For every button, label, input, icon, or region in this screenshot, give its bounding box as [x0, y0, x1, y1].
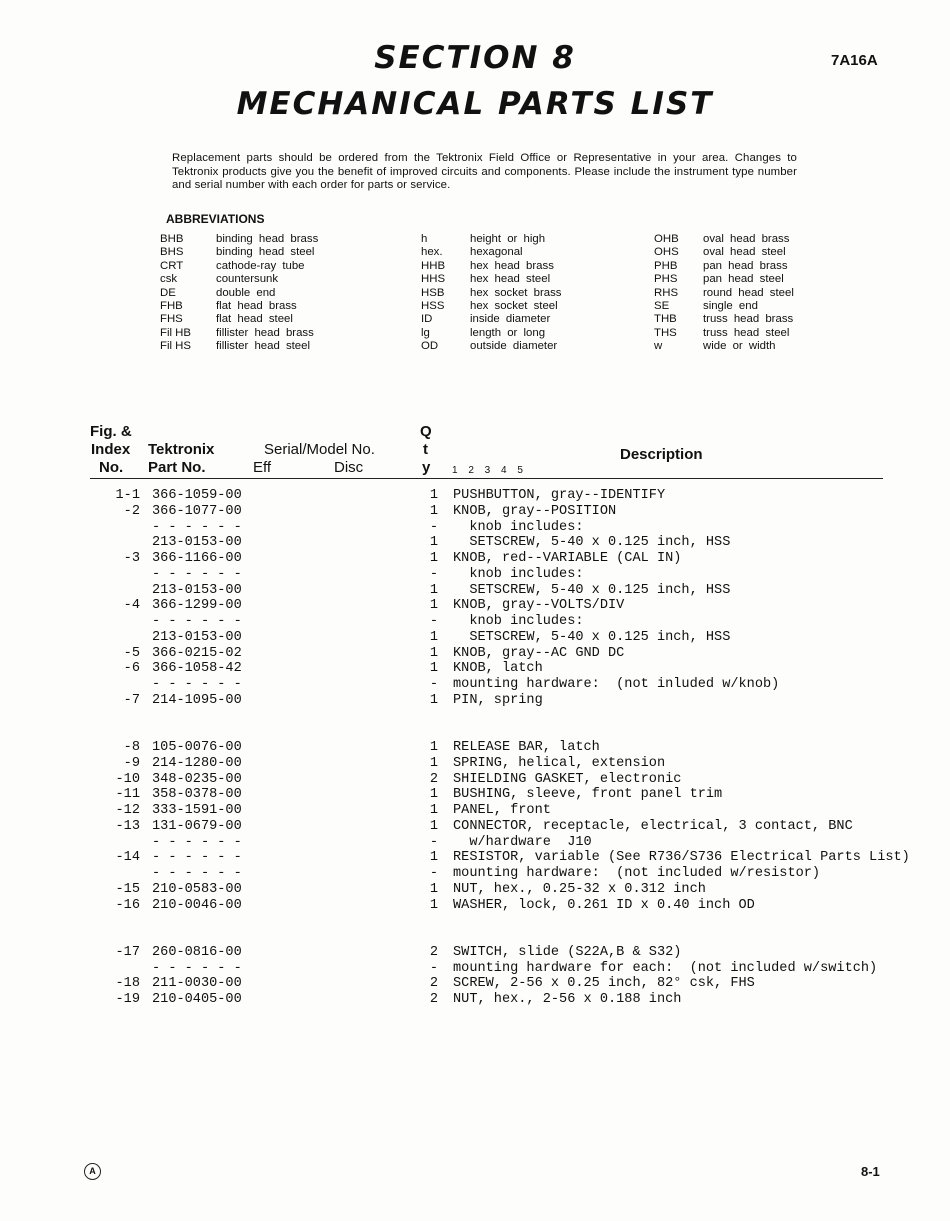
abbreviation-code: OHS	[654, 246, 679, 259]
quantity: -	[429, 960, 439, 976]
abbreviation-meaning: hexagonal	[470, 246, 523, 259]
abbreviation-code: HHB	[421, 259, 446, 272]
abbreviation-meaning: double end	[216, 286, 276, 299]
index-number: -6	[123, 661, 140, 677]
header-part-no: Part No.	[148, 459, 206, 476]
abbreviation-meaning: hex head steel	[470, 273, 551, 286]
table-row	[0, 740, 950, 756]
quantity: -	[429, 866, 439, 881]
part-number: 210-0583-00	[152, 881, 242, 897]
table-row	[0, 850, 950, 866]
index-number: -18	[115, 976, 140, 992]
part-number: 213-0153-00	[152, 582, 242, 598]
header-qty-q: Q	[420, 423, 432, 440]
description: SHIELDING GASKET, electronic	[453, 771, 682, 787]
index-number: -17	[115, 944, 140, 960]
index-number: -7	[123, 692, 140, 708]
part-number: 213-0153-00	[152, 535, 242, 551]
abbreviation-code: PHS	[654, 273, 678, 286]
abbreviation-meaning: pan head steel	[703, 273, 784, 286]
quantity: 1	[429, 803, 439, 818]
abbreviation-code: hex.	[421, 246, 443, 259]
quantity: 1	[429, 881, 439, 897]
part-number: - - - - - -	[152, 566, 242, 582]
description: RESISTOR, variable (See R736/S736 Electrical Parts List)	[453, 850, 910, 866]
part-number: 105-0076-00	[152, 740, 242, 755]
abbreviation-code: FHS	[160, 313, 183, 326]
description: NUT, hex., 0.25-32 x 0.312 inch	[453, 881, 706, 897]
description: mounting hardware: (not inluded w/knob)	[453, 677, 780, 692]
table-row	[0, 646, 950, 662]
description: mounting hardware for each: (not included w/switch)	[453, 960, 878, 976]
quantity: -	[429, 677, 439, 692]
revision-mark: A	[84, 1163, 101, 1180]
index-number: -12	[115, 803, 140, 818]
quantity: 1	[429, 582, 439, 598]
abbreviation-code: HHS	[421, 273, 446, 286]
table-row	[0, 630, 950, 646]
quantity: 1	[429, 897, 439, 913]
table-row	[0, 787, 950, 803]
quantity: 1	[429, 818, 439, 834]
header-qty-y: y	[422, 459, 431, 476]
description: w/hardware J10	[453, 834, 592, 850]
part-number: 214-1095-00	[152, 692, 242, 708]
quantity: 1	[429, 850, 439, 866]
abbreviation-code: OD	[421, 340, 439, 353]
abbreviation-meaning: inside diameter	[470, 313, 551, 326]
part-number: 366-1077-00	[152, 503, 242, 519]
description: SPRING, helical, extension	[453, 755, 666, 771]
header-tektronix: Tektronix	[148, 441, 215, 458]
quantity: 1	[429, 787, 439, 803]
part-number: 210-0405-00	[152, 992, 242, 1007]
table-row	[0, 661, 950, 677]
abbreviation-meaning: countersunk	[216, 273, 279, 286]
table-row	[0, 898, 950, 914]
table-row	[0, 835, 950, 851]
quantity: 1	[429, 503, 439, 519]
description: NUT, hex., 2-56 x 0.188 inch	[453, 992, 682, 1007]
index-number: -3	[123, 551, 140, 566]
table-row	[0, 583, 950, 599]
abbreviation-meaning: single end	[703, 299, 758, 312]
abbreviation-meaning: height or high	[470, 233, 546, 245]
description: KNOB, latch	[453, 661, 543, 677]
index-number: 1-1	[115, 488, 140, 503]
abbreviation-code: FHB	[160, 299, 183, 312]
abbreviation-code: ID	[421, 313, 433, 326]
abbreviation-meaning: wide or width	[703, 340, 776, 353]
description: CONNECTOR, receptacle, electrical, 3 contact, BNC	[453, 818, 853, 834]
table-row	[0, 772, 950, 788]
header-description: Description	[620, 446, 703, 463]
part-number: - - - - - -	[152, 850, 242, 866]
page-title: MECHANICAL PARTS LIST	[236, 86, 714, 122]
abbreviation-code: THS	[654, 326, 677, 339]
index-number: -4	[123, 598, 140, 614]
index-number: -19	[115, 992, 140, 1007]
table-row	[0, 693, 950, 709]
quantity: 1	[429, 551, 439, 566]
table-row	[0, 520, 950, 536]
table-row	[0, 567, 950, 583]
index-number: -9	[123, 755, 140, 771]
description: SETSCREW, 5-40 x 0.125 inch, HSS	[453, 582, 731, 598]
quantity: -	[429, 519, 439, 535]
abbreviation-meaning: cathode-ray tube	[216, 259, 305, 272]
abbreviation-meaning: hex head brass	[470, 259, 554, 272]
abbreviation-meaning: flat head steel	[216, 313, 293, 326]
description: PIN, spring	[453, 692, 543, 708]
table-row	[0, 882, 950, 898]
part-number: - - - - - -	[152, 519, 242, 535]
part-number: 214-1280-00	[152, 755, 242, 771]
header-fig-line1: Fig. &	[90, 423, 132, 440]
index-number: -2	[123, 503, 140, 519]
index-number: -15	[115, 881, 140, 897]
abbreviation-code: THB	[654, 313, 677, 326]
abbreviation-meaning: oval head brass	[703, 233, 790, 245]
quantity: 1	[429, 598, 439, 614]
quantity: 1	[429, 488, 439, 503]
abbreviation-meaning: round head steel	[703, 286, 794, 299]
abbreviation-code: csk	[160, 273, 178, 286]
quantity: 1	[429, 692, 439, 708]
index-number: -16	[115, 897, 140, 913]
header-eff: Eff	[253, 459, 272, 476]
quantity: 1	[429, 629, 439, 645]
table-row	[0, 976, 950, 992]
description: BUSHING, sleeve, front panel trim	[453, 787, 723, 803]
abbreviation-code: DE	[160, 286, 176, 299]
abbreviation-meaning: binding head steel	[216, 246, 315, 259]
description: knob includes:	[453, 566, 584, 582]
abbreviation-meaning: length or long	[470, 326, 546, 339]
index-number: -10	[115, 771, 140, 787]
part-number: 366-1058-42	[152, 661, 242, 677]
description: PUSHBUTTON, gray--IDENTIFY	[453, 488, 666, 503]
description: RELEASE BAR, latch	[453, 740, 600, 755]
part-number: - - - - - -	[152, 866, 242, 881]
index-number: -5	[123, 645, 140, 661]
abbreviation-meaning: pan head brass	[703, 259, 788, 272]
description: WASHER, lock, 0.261 ID x 0.40 inch OD	[453, 897, 755, 913]
header-qty-t: t	[423, 441, 428, 458]
quantity: 2	[429, 944, 439, 960]
quantity: 1	[429, 535, 439, 551]
model-label: 7A16A	[831, 52, 878, 69]
table-row	[0, 961, 950, 977]
part-number: - - - - - -	[152, 614, 242, 629]
part-number: - - - - - -	[152, 960, 242, 976]
abbreviation-meaning: oval head steel	[703, 246, 786, 259]
part-number: 366-1166-00	[152, 551, 242, 566]
index-number: -11	[115, 787, 140, 803]
quantity: -	[429, 834, 439, 850]
quantity: 1	[429, 755, 439, 771]
description: KNOB, gray--VOLTS/DIV	[453, 598, 625, 614]
abbreviations-heading: ABBREVIATIONS	[166, 212, 265, 226]
abbreviation-code: h	[421, 233, 428, 245]
description: SCREW, 2-56 x 0.25 inch, 82° csk, FHS	[453, 976, 755, 992]
description: knob includes:	[453, 519, 584, 535]
abbreviation-meaning: binding head brass	[216, 233, 319, 245]
description: SETSCREW, 5-40 x 0.125 inch, HSS	[453, 629, 731, 645]
abbreviation-code: w	[654, 340, 663, 353]
abbreviation-code: BHS	[160, 246, 184, 259]
abbreviation-meaning: flat head brass	[216, 299, 297, 312]
quantity: 2	[429, 771, 439, 787]
page-number: 8-1	[861, 1164, 880, 1179]
abbreviation-meaning: hex socket steel	[470, 299, 558, 312]
table-row	[0, 504, 950, 520]
table-row	[0, 488, 950, 504]
index-number: -13	[115, 818, 140, 834]
abbreviation-code: PHB	[654, 259, 678, 272]
part-number: 131-0679-00	[152, 818, 242, 834]
section-title: SECTION 8	[374, 40, 576, 76]
quantity: -	[429, 614, 439, 629]
table-row	[0, 756, 950, 772]
table-row	[0, 551, 950, 567]
description: mounting hardware: (not included w/resistor)	[453, 866, 821, 881]
part-number: 333-1591-00	[152, 803, 242, 818]
part-number: 366-1299-00	[152, 598, 242, 614]
abbreviation-code: lg	[421, 326, 430, 339]
abbreviation-code: HSS	[421, 299, 445, 312]
abbreviation-meaning: truss head brass	[703, 313, 794, 326]
table-row	[0, 992, 950, 1008]
part-number: 210-0046-00	[152, 897, 242, 913]
quantity: 2	[429, 976, 439, 992]
quantity: 1	[429, 740, 439, 755]
table-row	[0, 945, 950, 961]
index-number: -14	[115, 850, 140, 866]
abbreviation-code: Fil HS	[160, 340, 192, 353]
part-number: 348-0235-00	[152, 771, 242, 787]
part-number: 260-0816-00	[152, 944, 242, 960]
header-disc: Disc	[334, 459, 364, 476]
table-row	[0, 819, 950, 835]
abbreviation-code: CRT	[160, 259, 184, 272]
table-row	[0, 598, 950, 614]
abbreviation-meaning: truss head steel	[703, 326, 790, 339]
abbreviation-meaning: hex socket brass	[470, 286, 562, 299]
part-number: 366-0215-02	[152, 645, 242, 661]
table-row	[0, 803, 950, 819]
part-number: 213-0153-00	[152, 629, 242, 645]
abbreviation-meaning: fillister head steel	[216, 340, 311, 353]
part-number: 358-0378-00	[152, 787, 242, 803]
part-number: 366-1059-00	[152, 488, 242, 503]
index-number: -8	[123, 740, 140, 755]
description: SWITCH, slide (S22A,B & S32)	[453, 944, 682, 960]
header-serial-model: Serial/Model No.	[264, 441, 375, 458]
abbreviation-code: SE	[654, 299, 670, 312]
description: PANEL, front	[453, 803, 551, 818]
abbreviation-code: RHS	[654, 286, 679, 299]
part-number: - - - - - -	[152, 677, 242, 692]
header-levels: 1 2 3 4 5	[452, 465, 527, 476]
description: KNOB, gray--AC GND DC	[453, 645, 625, 661]
header-fig-line2: Index	[91, 441, 131, 458]
table-row	[0, 535, 950, 551]
table-row	[0, 614, 950, 630]
abbreviation-code: HSB	[421, 286, 445, 299]
table-row	[0, 677, 950, 693]
abbreviation-code: OHB	[654, 233, 679, 245]
intro-paragraph: Replacement parts should be ordered from the Tektronix Field Office or Representative in your area. Changes to Tektronix products give you the benefit of improved circuits and components. Please include the instrument type number and serial number with each order for parts or service.	[172, 152, 797, 192]
description: SETSCREW, 5-40 x 0.125 inch, HSS	[453, 535, 731, 551]
quantity: 1	[429, 645, 439, 661]
part-number: - - - - - -	[152, 834, 242, 850]
header-fig-line3: No.	[99, 459, 124, 476]
abbreviation-meaning: fillister head brass	[216, 326, 314, 339]
abbreviation-code: BHB	[160, 233, 184, 245]
abbreviation-code: Fil HB	[160, 326, 192, 339]
quantity: 2	[429, 992, 439, 1007]
abbreviation-meaning: outside diameter	[470, 340, 558, 353]
description: KNOB, red--VARIABLE (CAL IN)	[453, 551, 682, 566]
description: KNOB, gray--POSITION	[453, 503, 617, 519]
quantity: 1	[429, 661, 439, 677]
part-number: 211-0030-00	[152, 976, 242, 992]
description: knob includes:	[453, 614, 584, 629]
quantity: -	[429, 566, 439, 582]
table-row	[0, 866, 950, 882]
